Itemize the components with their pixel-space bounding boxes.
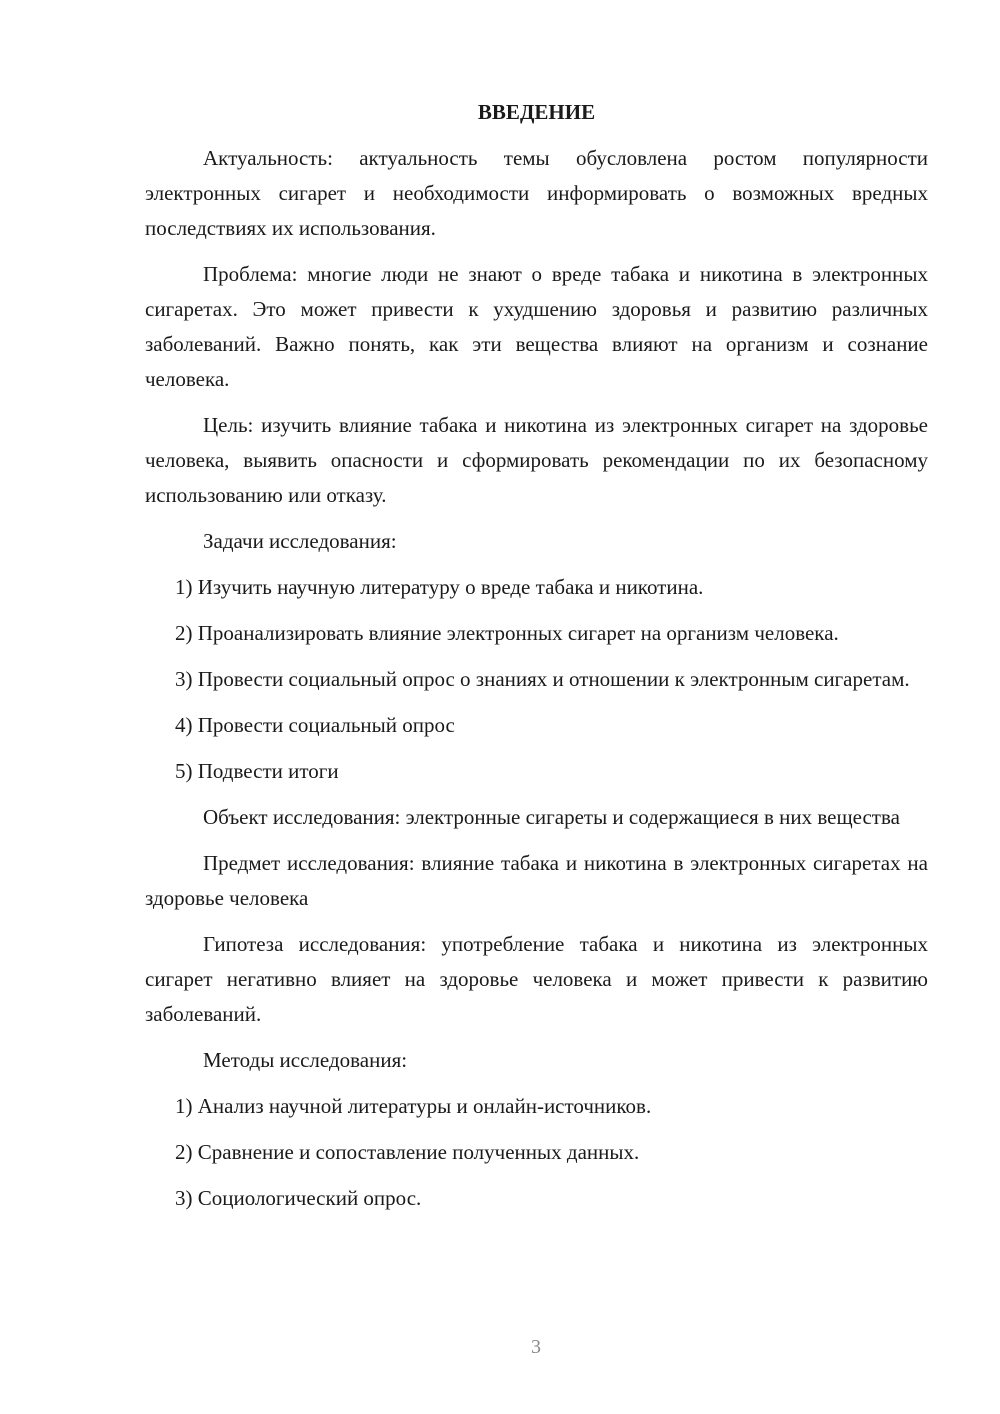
relevance-paragraph: Актуальность: актуальность темы обусловлена ростом популярности электронных сигарет и необходимости информировать о возможных вредных последствиях их использования. (145, 146, 928, 240)
subject-paragraph: Предмет исследования: влияние табака и никотина в электронных сигаретах на здоровье человека (145, 851, 928, 910)
task-item: 1) Изучить научную литературу о вреде табака и никотина. (175, 575, 704, 599)
task-item: 4) Провести социальный опрос (175, 713, 455, 737)
task-item: 3) Провести социальный опрос о знаниях и отношении к электронным сигаретам. (175, 667, 910, 691)
goal-paragraph: Цель: изучить влияние табака и никотина из электронных сигарет на здоровье человека, выявить опасности и сформировать рекомендации по их безопасному использованию или отказу. (145, 413, 928, 507)
section-heading: ВВЕДЕНИЕ (477, 100, 596, 124)
document-body (145, 95, 928, 1227)
task-item: 2) Проанализировать влияние электронных сигарет на организм человека. (175, 621, 839, 645)
tasks-title: Задачи исследования: (203, 529, 397, 553)
problem-paragraph: Проблема: многие люди не знают о вреде табака и никотина в электронных сигаретах. Это может привести к ухудшению здоровья и развитию различных заболеваний. Важно понять, как эти вещества влияют на организм и сознание человека. (145, 262, 928, 391)
method-item: 3) Социологический опрос. (175, 1186, 422, 1210)
page-number: 3 (531, 1336, 541, 1358)
method-item: 1) Анализ научной литературы и онлайн-источников. (175, 1094, 652, 1118)
hypothesis-paragraph: Гипотеза исследования: употребление табака и никотина из электронных сигарет негативно влияет на здоровье человека и может привести к развитию заболеваний. (145, 932, 928, 1026)
methods-title: Методы исследования: (203, 1048, 408, 1072)
object-paragraph: Объект исследования: электронные сигареты и содержащиеся в них вещества (203, 805, 900, 829)
task-item: 5) Подвести итоги (175, 759, 339, 783)
method-item: 2) Сравнение и сопоставление полученных данных. (175, 1140, 640, 1164)
